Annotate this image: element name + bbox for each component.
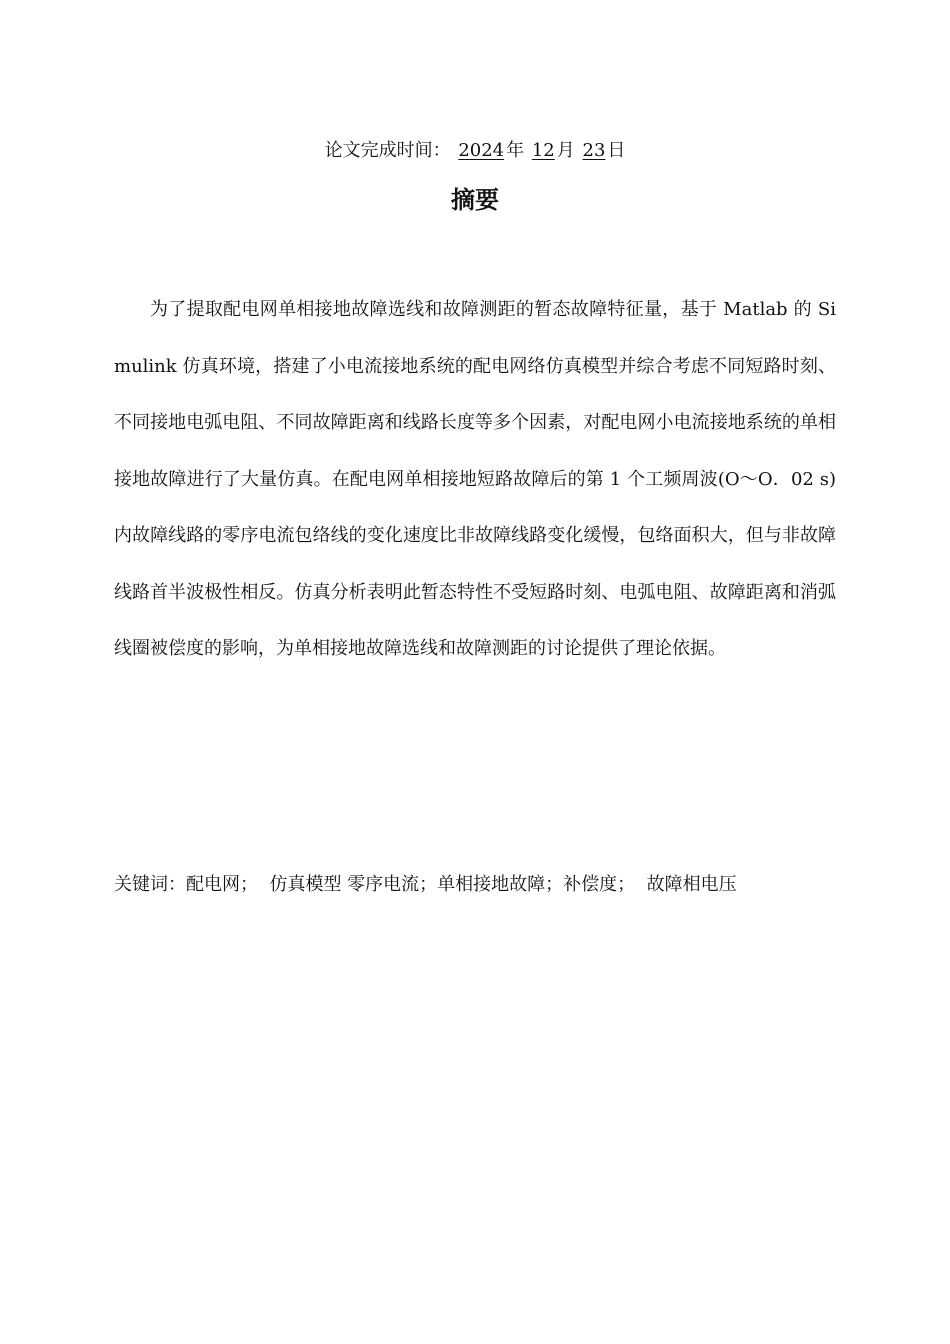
day-unit: 日 (607, 140, 626, 161)
year-unit: 年 (506, 140, 525, 161)
completion-date-label: 论文完成时间： (324, 140, 451, 161)
keywords-text: 配电网； 仿真模型 零序电流；单相接地故障；补偿度； 故障相电压 (186, 874, 737, 895)
completion-date-line (0, 138, 950, 164)
completion-year: 2024 (458, 140, 505, 161)
completion-day: 23 (582, 140, 606, 161)
abstract-title: 摘要 (451, 186, 499, 214)
completion-month: 12 (531, 140, 555, 161)
abstract-body: 为了提取配电网单相接地故障选线和故障测距的暂态故障特征量，基于 Matlab 的 Simulink 仿真环境，搭建了小电流接地系统的配电网络仿真模型并综合考虑不同短路时刻、不同接地电弧电阻、不同故障距离和线路长度等多个因素，对配电网小电流接地系统的单相接地故障进行了大量仿真。在配电网单相接地短路故障后的第 1 个工频周波(O～O．02 s)内故障线路的零序电流包络线的变化速度比非故障线路变化缓慢，包络面积大，但与非故障线路首半波极性相反。仿真分析表明此暂态特性不受短路时刻、电弧电阻、故障距离和消弧线圈被偿度的影响，为单相接地故障选线和故障测距的讨论提供了理论依据。 (114, 299, 836, 659)
keywords-line (114, 872, 836, 898)
keywords-label: 关键词： (114, 874, 186, 895)
month-unit: 月 (556, 140, 575, 161)
